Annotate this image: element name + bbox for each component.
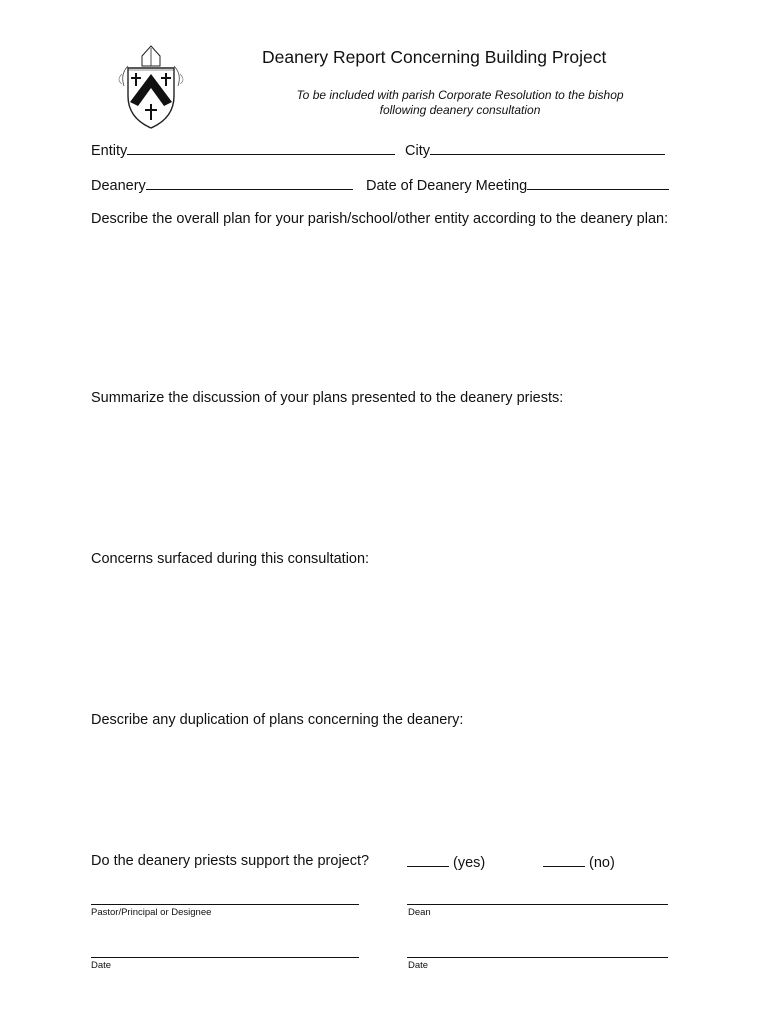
document-title: Deanery Report Concerning Building Project [262,47,607,67]
support-yes-label: (yes) [453,855,486,871]
answer-duplication[interactable] [91,733,681,843]
entity-label: Entity [91,143,128,159]
answer-overall-plan[interactable] [91,250,681,380]
dean-signature-label: Dean [408,907,431,918]
meeting-date-label: Date of Deanery Meeting [366,178,528,194]
question-discussion-summary: Summarize the discussion of your plans presented to the deanery priests: [91,390,564,406]
dean-date-line[interactable] [407,957,668,958]
meeting-date-field[interactable] [527,175,669,190]
pastor-date-line[interactable] [91,957,359,958]
dean-date-label: Date [408,960,429,971]
support-yes-blank[interactable] [407,853,449,867]
support-yes-option [407,853,485,871]
document-subtitle [270,88,650,118]
pastor-date-label: Date [91,960,112,971]
deanery-row [91,175,353,194]
entity-row [91,140,395,159]
support-no-blank[interactable] [543,853,585,867]
support-no-option [543,853,615,871]
question-concerns: Concerns surfaced during this consultation: [91,551,370,567]
answer-concerns[interactable] [91,572,681,702]
support-question: Do the deanery priests support the project? [91,853,370,869]
answer-discussion-summary[interactable] [91,412,681,542]
subtitle-line-1: To be included with parish Corporate Resolution to the bishop [296,88,624,102]
subtitle-line-2: following deanery consultation [379,103,541,117]
question-duplication: Describe any duplication of plans concerning the deanery: [91,712,464,728]
city-row [405,140,665,159]
deanery-label: Deanery [91,178,146,194]
pastor-signature-line[interactable] [91,904,359,905]
deanery-field[interactable] [146,175,353,190]
city-label: City [405,143,430,159]
dean-signature-line[interactable] [407,904,668,905]
pastor-signature-label: Pastor/Principal or Designee [91,907,212,918]
city-field[interactable] [430,140,665,155]
support-no-label: (no) [589,855,615,871]
question-overall-plan: Describe the overall plan for your parish/school/other entity according to the deanery plan: [91,211,669,227]
meeting-date-row [366,175,669,194]
entity-field[interactable] [127,140,395,155]
diocese-crest-logo [114,44,188,130]
